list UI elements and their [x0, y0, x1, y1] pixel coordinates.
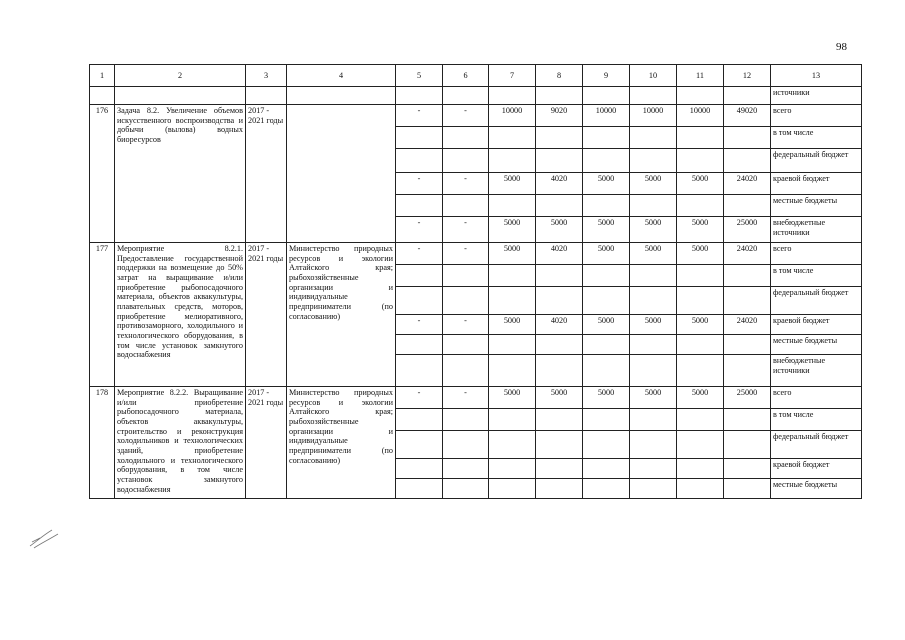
amount-cell	[583, 265, 630, 287]
period-cell: 2017 - 2021 годы	[246, 387, 287, 499]
amount-cell: 24020	[724, 173, 771, 195]
amount-cell: 49020	[724, 105, 771, 127]
amount-cell	[443, 355, 489, 387]
amount-cell	[536, 195, 583, 217]
amount-cell	[630, 335, 677, 355]
header-cell: 4	[287, 65, 396, 87]
amount-cell	[630, 355, 677, 387]
table-row	[90, 105, 862, 127]
amount-cell: -	[396, 217, 443, 243]
source-cell: краевой бюджет	[771, 315, 862, 335]
amount-cell: 4020	[536, 243, 583, 265]
amount-cell: 25000	[724, 387, 771, 409]
amount-cell	[724, 149, 771, 173]
amount-cell	[536, 335, 583, 355]
amount-cell	[724, 479, 771, 499]
amount-cell	[583, 127, 630, 149]
source-cell: внебюджетные источники	[771, 355, 862, 387]
amount-cell	[443, 127, 489, 149]
amount-cell	[677, 287, 724, 315]
amount-cell: 5000	[630, 217, 677, 243]
amount-cell: 5000	[536, 387, 583, 409]
header-cell: 9	[583, 65, 630, 87]
amount-cell: 5000	[489, 387, 536, 409]
amount-cell	[677, 335, 724, 355]
amount-cell: -	[396, 243, 443, 265]
amount-cell	[583, 195, 630, 217]
amount-cell	[583, 431, 630, 459]
executor-cell: Министерство природных ресурсов и экологии Алтайского края; рыбохозяйственные организации и индивидуальные предприниматели (по согласованию)	[287, 243, 396, 387]
amount-cell	[583, 479, 630, 499]
amount-cell	[724, 459, 771, 479]
amount-cell	[396, 287, 443, 315]
amount-cell	[630, 479, 677, 499]
page-number: 98	[836, 41, 847, 53]
amount-cell: 24020	[724, 315, 771, 335]
amount-cell	[536, 355, 583, 387]
amount-cell	[489, 195, 536, 217]
amount-cell: 5000	[677, 243, 724, 265]
amount-cell: 25000	[724, 217, 771, 243]
amount-cell	[489, 409, 536, 431]
amount-cell	[396, 355, 443, 387]
measure-name: Мероприятие 8.2.2. Выращивание и/или приобретение рыбопосадочного материала, объектов аквакультуры, строительство и реконструкция холодильников и технологических зданий, приобретение холодильного и технологического оборудования, в том числе установок замкнутого водоснабжения	[115, 387, 246, 499]
amount-cell	[724, 355, 771, 387]
amount-cell	[583, 149, 630, 173]
amount-cell: 5000	[677, 217, 724, 243]
amount-cell	[583, 459, 630, 479]
amount-cell	[396, 195, 443, 217]
amount-cell	[443, 195, 489, 217]
amount-cell	[536, 127, 583, 149]
source-cell: краевой бюджет	[771, 173, 862, 195]
amount-cell	[536, 287, 583, 315]
amount-cell	[489, 459, 536, 479]
continuation-row	[90, 87, 862, 105]
amount-cell: 10000	[583, 105, 630, 127]
amount-cell: 4020	[536, 173, 583, 195]
amount-cell	[677, 355, 724, 387]
amount-cell	[724, 431, 771, 459]
amount-cell	[396, 149, 443, 173]
amount-cell: 5000	[583, 243, 630, 265]
amount-cell: -	[443, 217, 489, 243]
source-cell: внебюджетные источники	[771, 217, 862, 243]
amount-cell	[630, 409, 677, 431]
source-cell: всего	[771, 243, 862, 265]
amount-cell	[677, 479, 724, 499]
amount-cell	[396, 335, 443, 355]
amount-cell: 5000	[489, 243, 536, 265]
amount-cell	[489, 431, 536, 459]
budget-table	[89, 64, 862, 499]
header-cell: 5	[396, 65, 443, 87]
amount-cell	[396, 459, 443, 479]
amount-cell	[489, 479, 536, 499]
amount-cell: 5000	[583, 315, 630, 335]
amount-cell: 5000	[630, 315, 677, 335]
amount-cell: 5000	[489, 217, 536, 243]
header-cell: 11	[677, 65, 724, 87]
amount-cell	[536, 479, 583, 499]
amount-cell: 5000	[583, 217, 630, 243]
amount-cell	[536, 459, 583, 479]
source-cell: местные бюджеты	[771, 195, 862, 217]
amount-cell	[677, 459, 724, 479]
period-cell: 2017 - 2021 годы	[246, 105, 287, 243]
source-cell: краевой бюджет	[771, 459, 862, 479]
amount-cell: 5000	[630, 243, 677, 265]
amount-cell	[396, 265, 443, 287]
amount-cell: 5000	[489, 173, 536, 195]
source-cell: федеральный бюджет	[771, 149, 862, 173]
table-row	[90, 387, 862, 409]
amount-cell	[583, 355, 630, 387]
amount-cell	[443, 479, 489, 499]
amount-cell	[630, 195, 677, 217]
row-number: 177	[90, 243, 115, 387]
amount-cell	[724, 265, 771, 287]
source-cell: всего	[771, 105, 862, 127]
amount-cell: -	[443, 387, 489, 409]
amount-cell	[724, 287, 771, 315]
amount-cell	[536, 149, 583, 173]
amount-cell: 24020	[724, 243, 771, 265]
amount-cell	[677, 149, 724, 173]
header-cell: 1	[90, 65, 115, 87]
amount-cell	[443, 287, 489, 315]
amount-cell	[630, 459, 677, 479]
header-cell: 3	[246, 65, 287, 87]
amount-cell: 5000	[677, 387, 724, 409]
amount-cell: 10000	[677, 105, 724, 127]
row-number: 178	[90, 387, 115, 499]
amount-cell: 5000	[677, 173, 724, 195]
amount-cell	[396, 431, 443, 459]
amount-cell: 5000	[489, 315, 536, 335]
source-cell: в том числе	[771, 409, 862, 431]
amount-cell: -	[443, 315, 489, 335]
amount-cell	[489, 355, 536, 387]
measure-name: Задача 8.2. Увеличение объемов искусственного воспроизводства и добычи (вылова) водных биоресурсов	[115, 105, 246, 243]
amount-cell	[583, 409, 630, 431]
amount-cell	[630, 127, 677, 149]
source-cell: всего	[771, 387, 862, 409]
source-cell: местные бюджеты	[771, 479, 862, 499]
amount-cell	[396, 127, 443, 149]
header-cell: 12	[724, 65, 771, 87]
amount-cell: -	[396, 387, 443, 409]
source-cell: федеральный бюджет	[771, 287, 862, 315]
amount-cell	[724, 409, 771, 431]
amount-cell	[677, 431, 724, 459]
measure-name: Мероприятие 8.2.1. Предоставление государственной поддержки на возмещение до 50% затрат на выращивание и/или приобретение рыбопосадочного материала, объектов аквакультуры, плавательных средств, моторов, приобретение мелиоративного, противозаморного, холодильного и технологического оборудования, в том числе установок замкнутого водоснабжения	[115, 243, 246, 387]
header-cell: 6	[443, 65, 489, 87]
period-cell: 2017 - 2021 годы	[246, 243, 287, 387]
header-row	[90, 65, 862, 87]
amount-cell	[536, 431, 583, 459]
amount-cell	[677, 409, 724, 431]
amount-cell	[489, 287, 536, 315]
amount-cell	[396, 479, 443, 499]
source-cell: в том числе	[771, 265, 862, 287]
amount-cell	[677, 127, 724, 149]
amount-cell	[630, 149, 677, 173]
amount-cell: 5000	[583, 173, 630, 195]
amount-cell	[443, 149, 489, 173]
amount-cell: -	[396, 173, 443, 195]
table-row	[90, 243, 862, 265]
amount-cell	[583, 287, 630, 315]
source-cell: федеральный бюджет	[771, 431, 862, 459]
amount-cell: 5000	[630, 173, 677, 195]
amount-cell: 5000	[677, 315, 724, 335]
amount-cell	[724, 127, 771, 149]
amount-cell: 9020	[536, 105, 583, 127]
amount-cell	[583, 335, 630, 355]
source-cell: местные бюджеты	[771, 335, 862, 355]
amount-cell: -	[396, 105, 443, 127]
amount-cell	[630, 287, 677, 315]
amount-cell	[536, 409, 583, 431]
amount-cell	[443, 431, 489, 459]
amount-cell: 5000	[583, 387, 630, 409]
amount-cell	[489, 127, 536, 149]
amount-cell	[489, 335, 536, 355]
header-cell: 13	[771, 65, 862, 87]
amount-cell: 4020	[536, 315, 583, 335]
handwritten-mark-icon	[28, 524, 62, 552]
amount-cell	[489, 149, 536, 173]
amount-cell: -	[443, 105, 489, 127]
source-cell: источники	[771, 87, 862, 105]
amount-cell	[443, 459, 489, 479]
executor-cell	[287, 105, 396, 243]
amount-cell	[630, 265, 677, 287]
amount-cell: -	[396, 315, 443, 335]
amount-cell	[630, 431, 677, 459]
header-cell: 8	[536, 65, 583, 87]
amount-cell	[489, 265, 536, 287]
header-cell: 2	[115, 65, 246, 87]
amount-cell: 10000	[489, 105, 536, 127]
amount-cell	[396, 409, 443, 431]
amount-cell	[677, 265, 724, 287]
amount-cell: 5000	[536, 217, 583, 243]
amount-cell: 5000	[630, 387, 677, 409]
source-cell: в том числе	[771, 127, 862, 149]
amount-cell	[443, 265, 489, 287]
amount-cell: -	[443, 173, 489, 195]
amount-cell: 10000	[630, 105, 677, 127]
executor-cell: Министерство природных ресурсов и экологии Алтайского края; рыбохозяйственные организации и индивидуальные предприниматели (по согласованию)	[287, 387, 396, 499]
amount-cell	[677, 195, 724, 217]
amount-cell	[724, 335, 771, 355]
header-cell: 10	[630, 65, 677, 87]
amount-cell: -	[443, 243, 489, 265]
amount-cell	[443, 409, 489, 431]
amount-cell	[536, 265, 583, 287]
amount-cell	[443, 335, 489, 355]
header-cell: 7	[489, 65, 536, 87]
row-number: 176	[90, 105, 115, 243]
table-body	[90, 65, 862, 499]
amount-cell	[724, 195, 771, 217]
